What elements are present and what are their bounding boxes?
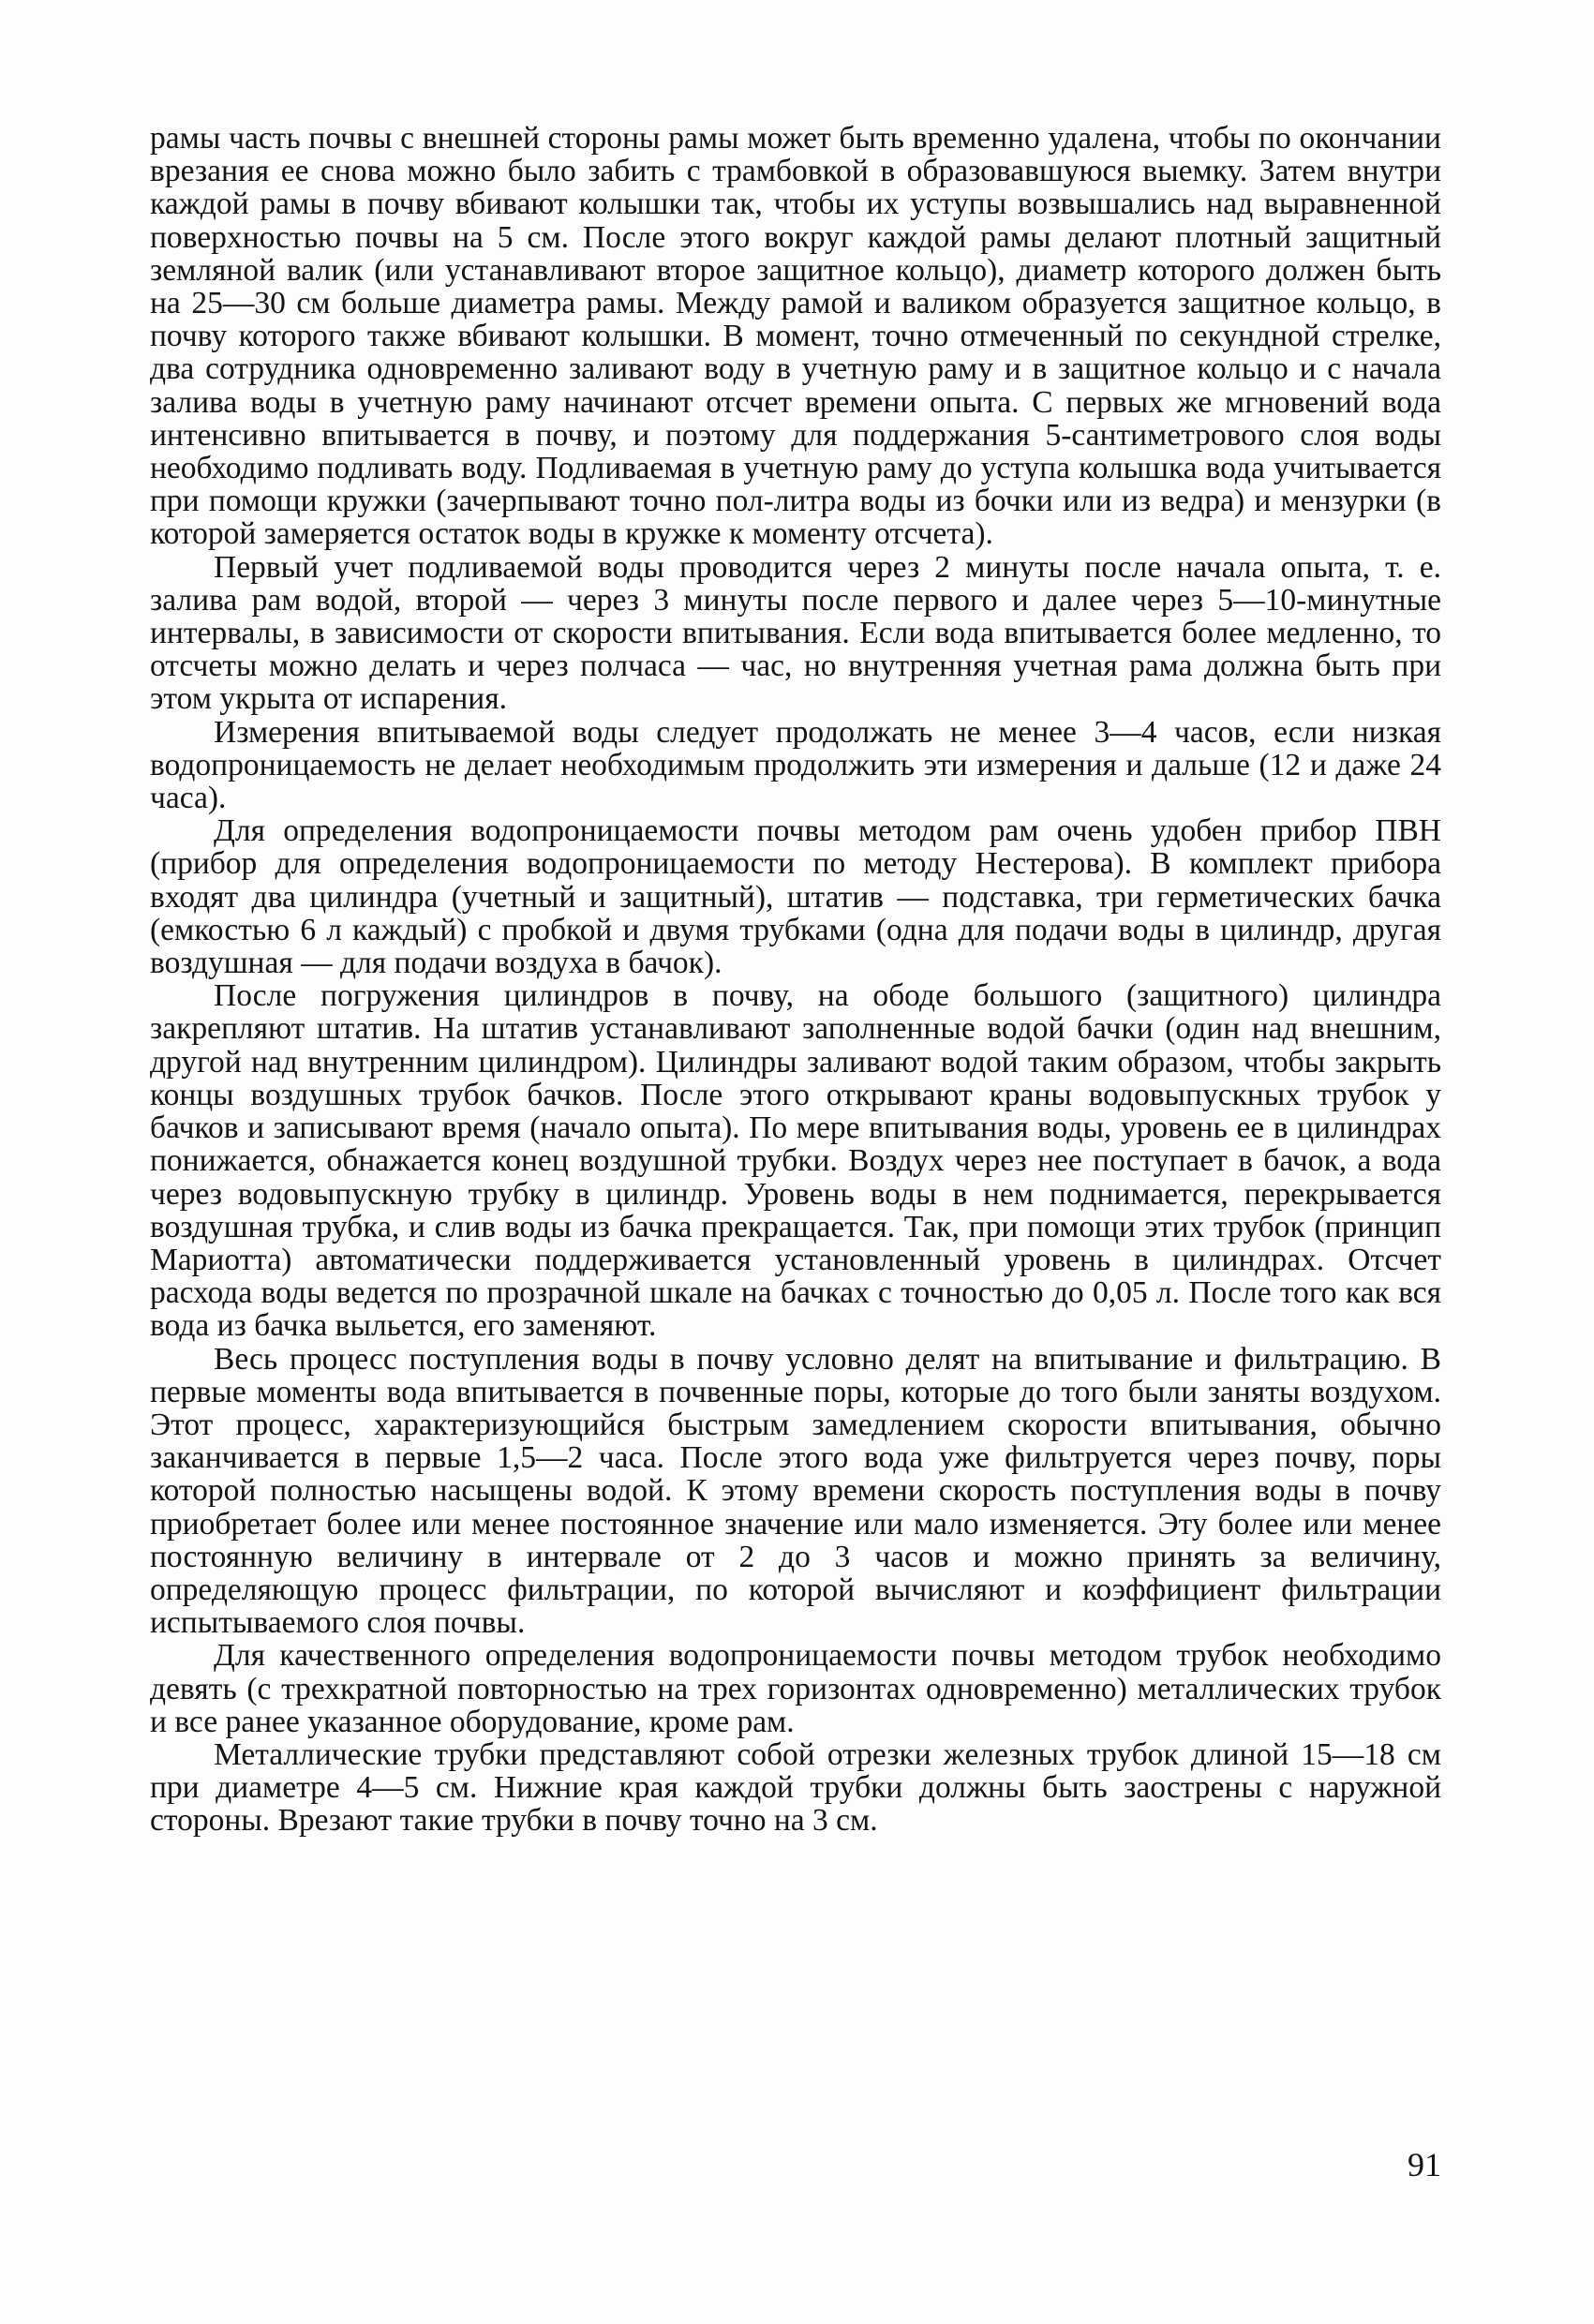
paragraph-measurement-duration: Измерения впитываемой воды следует продолжать не менее 3—4 часов, если низкая водопроницаемость не делает необходимым продолжить эти измерения и дальше (12 и даже 24 часа). bbox=[150, 714, 1441, 816]
paragraph-continuation: рамы часть почвы с внешней стороны рамы может быть временно удалена, чтобы по окончании врезания ее снова можно было забить с трамбовкой в образовавшуюся выемку. Затем внутри каждой рамы в почву вбивают колышки так, чтобы их уступы возвышались над выравненной поверхностью почвы на 5 см. После этого вокруг каждой рамы делают плотный защитный земляной валик (или устанавливают второе защитное кольцо), диаметр которого должен быть на 25—30 см больше диаметра рамы. Между рамой и валиком образуется защитное кольцо, в почву которого также вбивают колышки. В момент, точно отмеченный по секундной стрелке, два сотрудника одновременно заливают воду в учетную раму и в защитное кольцо и с начала залива воды в учетную раму начинают отсчет времени опыта. С первых же мгновений вода интенсивно впитывается в почву, и поэтому для поддержания 5-сантиметрового слоя воды необходимо подливать воду. Подливаемая в учетную раму до уступа колышка вода учитывается при помощи кружки (зачерпывают точно пол-литра воды из бочки или из ведра) и мензурки (в которой замеряется остаток воды в кружке к моменту отсчета). bbox=[150, 121, 1441, 552]
paragraph-first-reading: Первый учет подливаемой воды проводится через 2 минуты после начала опыта, т. е. залива рам водой, второй — через 3 минуты после первого и далее через 5—10-минутные интервалы, в зависимости от скорости впитывания. Если вода впитывается более медленно, то отсчеты можно делать и через полчаса — час, но внутренняя учетная рама должна быть при этом укрыта от испарения. bbox=[150, 549, 1441, 717]
paragraph-infiltration-filtration: Весь процесс поступления воды в почву условно делят на впитывание и фильтрацию. В первые моменты вода впитывается в почвенные поры, которые до того были заняты воздухом. Этот процесс, характеризующийся быстрым замедлением скорости впитывания, обычно заканчивается в первые 1,5—2 часа. После этого вода уже фильтруется через почву, поры которой полностью насыщены водой. К этому времени скорость поступления воды в почву приобретает более или менее постоянное значение или мало изменяется. Эту более или менее постоянную величину в интервале от 2 до 3 часов и можно принять за величину, определяющую процесс фильтрации, по которой вычисляют и коэффициент фильтрации испытываемого слоя почвы. bbox=[150, 1341, 1441, 1641]
paragraph-pvn-device: Для определения водопроницаемости почвы методом рам очень удобен прибор ПВН (прибор для определения водопроницаемости по методу Нестерова). В комплект прибора входят два цилиндра (учетный и защитный), штатив — подставка, три герметических бачка (емкостью 6 л каждый) с пробкой и двумя трубками (одна для подачи воды в цилиндр, другая воздушная — для подачи воздуха в бачок). bbox=[150, 813, 1441, 981]
paragraph-cylinder-procedure: После погружения цилиндров в почву, на ободе большого (защитного) цилиндра закрепляют штатив. На штатив устанавливают заполненные водой бачки (один над внешним, другой над внутренним цилиндром). Цилиндры заливают водой таким образом, чтобы закрыть концы воздушных трубок бачков. После этого открывают краны водовыпускных трубок у бачков и записывают время (начало опыта). По мере впитывания воды, уровень ее в цилиндрах понижается, обнажается конец воздушной трубки. Воздух через нее поступает в бачок, а вода через водовыпускную трубку в цилиндр. Уровень воды в нем поднимается, перекрывается воздушная трубка, и слив воды из бачка прекращается. Так, при помощи этих трубок (принцип Мариотта) автоматически поддерживается установленный уровень в цилиндрах. Отсчет расхода воды ведется по прозрачной шкале на бачках с точностью до 0,05 л. После того как вся вода из бачка выльется, его заменяют. bbox=[150, 978, 1441, 1344]
paragraph-metal-tubes: Металлические трубки представляют собой отрезки железных трубок длиной 15—18 см при диаметре 4—5 см. Нижние края каждой трубки должны быть заострены с наружной стороны. Врезают такие трубки в почву точно на 3 см. bbox=[150, 1736, 1441, 1839]
body-text bbox=[150, 122, 1441, 1838]
page-number: 91 bbox=[1408, 2146, 1441, 2183]
paragraph-tube-method: Для качественного определения водопроницаемости почвы методом трубок необходимо девять (с трехкратной повторностью на трех горизонтах одновременно) металлических трубок и все ранее указанное оборудование, кроме рам. bbox=[150, 1638, 1441, 1739]
